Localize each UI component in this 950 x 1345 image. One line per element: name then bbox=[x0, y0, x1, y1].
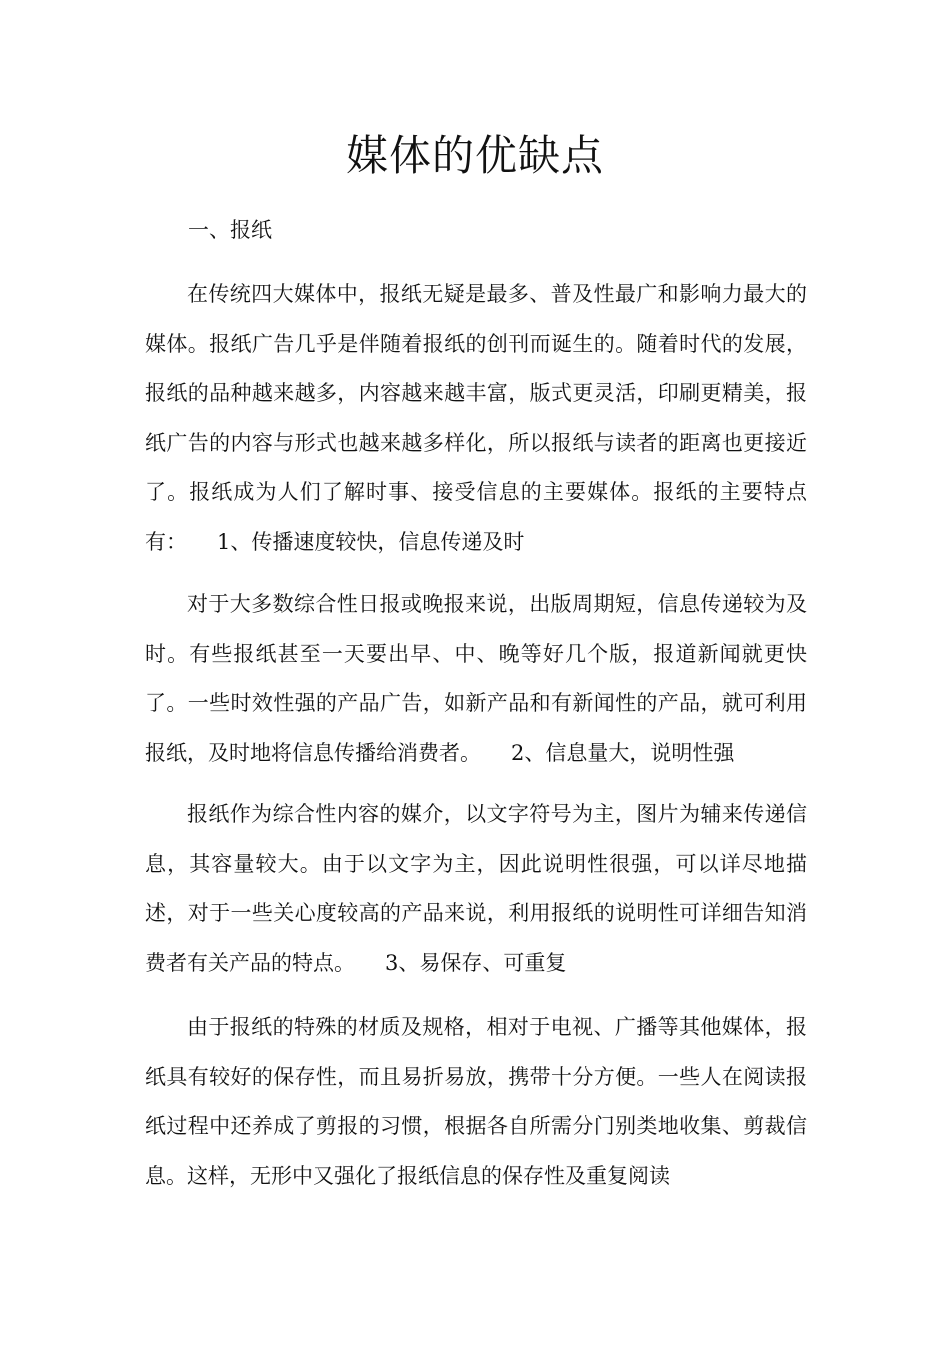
paragraph-4-text: 由于报纸的特殊的材质及规格，相对于电视、广播等其他媒体，报纸具有较好的保存性，而且易折易放，携带十分方便。一些人在阅读报纸过程中还养成了剪报的习惯，根据各自所需分门别类地收集、剪裁信息。这样，无形中又强化了报纸信息的保存性及重复阅读 bbox=[145, 1015, 807, 1188]
paragraph-1 bbox=[145, 270, 807, 567]
paragraph-3 bbox=[145, 790, 807, 988]
paragraph-2-subheading: 2、信息量大，说明性强 bbox=[511, 740, 735, 765]
page-title: 媒体的优缺点 bbox=[345, 131, 604, 180]
paragraph-1-subheading: 1、传播速度较快，信息传递及时 bbox=[217, 529, 525, 554]
paragraph-3-subheading: 3、易保存、可重复 bbox=[385, 950, 567, 975]
section-heading: 一、报纸 bbox=[188, 218, 272, 242]
paragraph-3-text: 报纸作为综合性内容的媒介，以文字符号为主，图片为辅来传递信息，其容量较大。由于以文字为主，因此说明性很强，可以详尽地描述，对于一些关心度较高的产品来说，利用报纸的说明性可详细告知消费者有关产品的特点。 bbox=[145, 802, 807, 975]
paragraph-1-text: 在传统四大媒体中，报纸无疑是最多、普及性最广和影响力最大的媒体。报纸广告几乎是伴随着报纸的创刊而诞生的。随着时代的发展，报纸的品种越来越多，内容越来越丰富，版式更灵活，印刷更精美，报纸广告的内容与形式也越来越多样化，所以报纸与读者的距离也更接近了。报纸成为人们了解时事、接受信息的主要媒体。报纸的主要特点有： bbox=[145, 282, 807, 554]
paragraph-2-text: 对于大多数综合性日报或晚报来说，出版周期短，信息传递较为及时。有些报纸甚至一天要出早、中、晚等好几个版，报道新闻就更快了。一些时效性强的产品广告，如新产品和有新闻性的产品，就可利用报纸，及时地将信息传播给消费者。 bbox=[145, 592, 807, 765]
paragraph-4 bbox=[145, 1003, 807, 1201]
paragraph-2 bbox=[145, 580, 807, 778]
